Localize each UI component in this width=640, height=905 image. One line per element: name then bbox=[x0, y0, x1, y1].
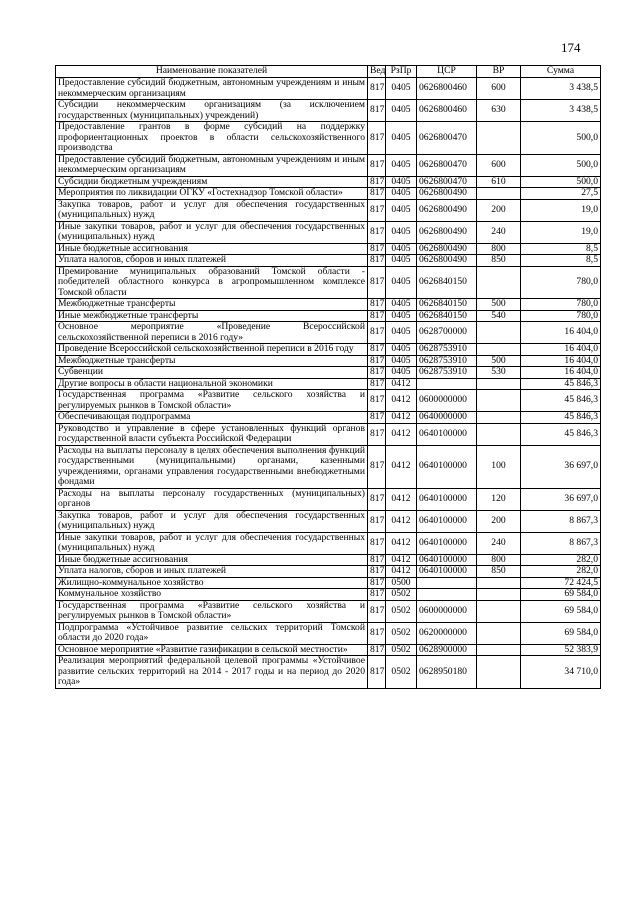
cell-sum: 19,0 bbox=[521, 221, 601, 243]
cell-csr: 0640100000 bbox=[417, 532, 477, 554]
table-row bbox=[56, 600, 601, 622]
cell-sum: 45 846,3 bbox=[521, 378, 601, 390]
cell-name: Иные межбюджетные трансферты bbox=[56, 310, 368, 322]
cell-vr bbox=[477, 188, 521, 200]
cell-ved: 817 bbox=[368, 656, 386, 689]
cell-name: Уплата налогов, сборов и иных платежей bbox=[56, 566, 368, 578]
cell-ved: 817 bbox=[368, 367, 386, 379]
cell-name: Предоставление субсидий бюджетным, автономным учреждениям и иным некоммерческим организациям bbox=[56, 78, 368, 100]
cell-name: Основное мероприятие «Проведение Всероссийской сельскохозяйственной переписи в 2016 году» bbox=[56, 322, 368, 344]
cell-rzpr: 0502 bbox=[386, 656, 417, 689]
cell-ved: 817 bbox=[368, 378, 386, 390]
cell-ved: 817 bbox=[368, 600, 386, 622]
cell-ved: 817 bbox=[368, 266, 386, 299]
cell-vr bbox=[477, 322, 521, 344]
cell-csr: 0640100000 bbox=[417, 445, 477, 488]
cell-sum: 8,5 bbox=[521, 255, 601, 267]
table-row bbox=[56, 188, 601, 200]
cell-sum: 45 846,3 bbox=[521, 412, 601, 424]
cell-name: Субсидии некоммерческим организациям (за исключением государственных (муниципальных) учреждений) bbox=[56, 100, 368, 122]
table-row bbox=[56, 577, 601, 589]
cell-name: Закупка товаров, работ и услуг для обеспечения государственных (муниципальных) нужд bbox=[56, 510, 368, 532]
cell-name: Реализация мероприятий федеральной целевой программы «Устойчивое развитие сельских территорий на 2014 - 2017 годы и на период до 2020 года» bbox=[56, 656, 368, 689]
table-row bbox=[56, 532, 601, 554]
cell-sum: 780,0 bbox=[521, 266, 601, 299]
cell-csr: 0620000000 bbox=[417, 622, 477, 644]
cell-ved: 817 bbox=[368, 176, 386, 188]
cell-name: Основное мероприятие «Развитие газификации в сельской местности» bbox=[56, 644, 368, 656]
cell-name: Уплата налогов, сборов и иных платежей bbox=[56, 255, 368, 267]
table-row bbox=[56, 445, 601, 488]
table-row bbox=[56, 176, 601, 188]
cell-rzpr: 0405 bbox=[386, 299, 417, 311]
page-number: 174 bbox=[561, 40, 581, 55]
cell-rzpr: 0405 bbox=[386, 243, 417, 255]
cell-sum: 69 584,0 bbox=[521, 622, 601, 644]
cell-rzpr: 0412 bbox=[386, 412, 417, 424]
cell-name: Обеспечивающая подпрограмма bbox=[56, 412, 368, 424]
cell-name: Расходы на выплаты персоналу государственных (муниципальных) органов bbox=[56, 488, 368, 510]
cell-csr: 0628753910 bbox=[417, 367, 477, 379]
cell-vr: 500 bbox=[477, 299, 521, 311]
cell-csr: 0628753910 bbox=[417, 355, 477, 367]
cell-vr: 240 bbox=[477, 221, 521, 243]
cell-rzpr: 0405 bbox=[386, 122, 417, 155]
cell-vr: 800 bbox=[477, 243, 521, 255]
cell-ved: 817 bbox=[368, 510, 386, 532]
cell-sum: 8 867,3 bbox=[521, 532, 601, 554]
cell-sum: 780,0 bbox=[521, 299, 601, 311]
cell-vr bbox=[477, 644, 521, 656]
cell-sum: 16 404,0 bbox=[521, 355, 601, 367]
cell-rzpr: 0405 bbox=[386, 367, 417, 379]
cell-ved: 817 bbox=[368, 445, 386, 488]
header-csr: ЦСР bbox=[417, 66, 477, 78]
cell-ved: 817 bbox=[368, 488, 386, 510]
cell-vr: 240 bbox=[477, 532, 521, 554]
cell-vr: 850 bbox=[477, 255, 521, 267]
cell-vr bbox=[477, 344, 521, 356]
cell-rzpr: 0502 bbox=[386, 589, 417, 601]
cell-ved: 817 bbox=[368, 188, 386, 200]
cell-vr bbox=[477, 266, 521, 299]
cell-rzpr: 0405 bbox=[386, 255, 417, 267]
cell-ved: 817 bbox=[368, 622, 386, 644]
cell-ved: 817 bbox=[368, 644, 386, 656]
cell-ved: 817 bbox=[368, 566, 386, 578]
header-name: Наименование показателей bbox=[56, 66, 368, 78]
cell-sum: 16 404,0 bbox=[521, 367, 601, 379]
table-row bbox=[56, 566, 601, 578]
cell-ved: 817 bbox=[368, 589, 386, 601]
table-row bbox=[56, 154, 601, 176]
cell-ved: 817 bbox=[368, 122, 386, 155]
cell-name: Государственная программа «Развитие сельского хозяйства и регулируемых рынков в Томской области» bbox=[56, 390, 368, 412]
cell-csr: 0628753910 bbox=[417, 344, 477, 356]
cell-rzpr: 0405 bbox=[386, 266, 417, 299]
cell-csr: 0626800470 bbox=[417, 176, 477, 188]
cell-vr: 500 bbox=[477, 355, 521, 367]
cell-rzpr: 0500 bbox=[386, 577, 417, 589]
table-row bbox=[56, 488, 601, 510]
cell-name: Иные закупки товаров, работ и услуг для обеспечения государственных (муниципальных) нужд bbox=[56, 532, 368, 554]
cell-csr: 0626800470 bbox=[417, 154, 477, 176]
cell-vr bbox=[477, 589, 521, 601]
cell-csr bbox=[417, 577, 477, 589]
cell-sum: 45 846,3 bbox=[521, 390, 601, 412]
cell-vr: 100 bbox=[477, 445, 521, 488]
cell-rzpr: 0405 bbox=[386, 78, 417, 100]
cell-rzpr: 0405 bbox=[386, 188, 417, 200]
cell-ved: 817 bbox=[368, 100, 386, 122]
cell-csr: 0640100000 bbox=[417, 423, 477, 445]
table-row bbox=[56, 589, 601, 601]
cell-ved: 817 bbox=[368, 199, 386, 221]
table-row bbox=[56, 100, 601, 122]
table-row bbox=[56, 423, 601, 445]
cell-name: Закупка товаров, работ и услуг для обеспечения государственных (муниципальных) нужд bbox=[56, 199, 368, 221]
cell-vr: 800 bbox=[477, 554, 521, 566]
cell-name: Межбюджетные трансферты bbox=[56, 299, 368, 311]
cell-csr: 0626840150 bbox=[417, 299, 477, 311]
cell-ved: 817 bbox=[368, 255, 386, 267]
cell-rzpr: 0412 bbox=[386, 532, 417, 554]
cell-sum: 52 383,9 bbox=[521, 644, 601, 656]
table-row bbox=[56, 412, 601, 424]
cell-ved: 817 bbox=[368, 577, 386, 589]
cell-sum: 8 867,3 bbox=[521, 510, 601, 532]
cell-vr: 850 bbox=[477, 566, 521, 578]
cell-ved: 817 bbox=[368, 154, 386, 176]
cell-vr: 530 bbox=[477, 367, 521, 379]
cell-vr bbox=[477, 656, 521, 689]
cell-name: Межбюджетные трансферты bbox=[56, 355, 368, 367]
cell-vr: 200 bbox=[477, 510, 521, 532]
cell-ved: 817 bbox=[368, 322, 386, 344]
table-row bbox=[56, 199, 601, 221]
cell-ved: 817 bbox=[368, 310, 386, 322]
cell-sum: 27,5 bbox=[521, 188, 601, 200]
cell-sum: 500,0 bbox=[521, 122, 601, 155]
cell-rzpr: 0412 bbox=[386, 445, 417, 488]
cell-vr: 200 bbox=[477, 199, 521, 221]
cell-rzpr: 0412 bbox=[386, 510, 417, 532]
cell-name: Иные бюджетные ассигнования bbox=[56, 554, 368, 566]
table-row bbox=[56, 322, 601, 344]
table-row bbox=[56, 344, 601, 356]
cell-sum: 282,0 bbox=[521, 554, 601, 566]
cell-sum: 34 710,0 bbox=[521, 656, 601, 689]
cell-rzpr: 0405 bbox=[386, 322, 417, 344]
cell-rzpr: 0502 bbox=[386, 622, 417, 644]
cell-name: Премирование муниципальных образований Томской области - победителей областного конкурса в агропромышленном комплексе Томской области bbox=[56, 266, 368, 299]
cell-csr: 0626840150 bbox=[417, 310, 477, 322]
cell-sum: 500,0 bbox=[521, 154, 601, 176]
table-header-row bbox=[56, 66, 601, 78]
cell-ved: 817 bbox=[368, 554, 386, 566]
cell-vr: 600 bbox=[477, 78, 521, 100]
table-row bbox=[56, 367, 601, 379]
table-row bbox=[56, 266, 601, 299]
cell-name: Субвенции bbox=[56, 367, 368, 379]
cell-csr: 0626800460 bbox=[417, 100, 477, 122]
cell-sum: 72 424,5 bbox=[521, 577, 601, 589]
cell-csr: 0628950180 bbox=[417, 656, 477, 689]
table-row bbox=[56, 221, 601, 243]
table-row bbox=[56, 299, 601, 311]
cell-sum: 16 404,0 bbox=[521, 344, 601, 356]
table-row bbox=[56, 510, 601, 532]
cell-ved: 817 bbox=[368, 423, 386, 445]
cell-csr: 0626840150 bbox=[417, 266, 477, 299]
cell-csr: 0626800490 bbox=[417, 255, 477, 267]
cell-ved: 817 bbox=[368, 344, 386, 356]
table-row bbox=[56, 390, 601, 412]
cell-csr: 0600000000 bbox=[417, 390, 477, 412]
cell-csr: 0640000000 bbox=[417, 412, 477, 424]
cell-sum: 282,0 bbox=[521, 566, 601, 578]
cell-rzpr: 0412 bbox=[386, 566, 417, 578]
cell-ved: 817 bbox=[368, 355, 386, 367]
cell-ved: 817 bbox=[368, 412, 386, 424]
cell-name: Мероприятия по ликвидации ОГКУ «Гостехнадзор Томской области» bbox=[56, 188, 368, 200]
cell-name: Расходы на выплаты персоналу в целях обеспечения выполнения функций государственными (муниципальными) органами, казенными учреждениями, органами управления государственными внебюджетными фондами bbox=[56, 445, 368, 488]
cell-sum: 780,0 bbox=[521, 310, 601, 322]
budget-table bbox=[55, 65, 601, 689]
cell-rzpr: 0405 bbox=[386, 176, 417, 188]
cell-vr bbox=[477, 390, 521, 412]
cell-sum: 500,0 bbox=[521, 176, 601, 188]
cell-ved: 817 bbox=[368, 299, 386, 311]
cell-rzpr: 0412 bbox=[386, 423, 417, 445]
header-ved: Вед bbox=[368, 66, 386, 78]
cell-rzpr: 0405 bbox=[386, 199, 417, 221]
cell-vr bbox=[477, 622, 521, 644]
cell-csr: 0626800490 bbox=[417, 199, 477, 221]
table-row bbox=[56, 355, 601, 367]
header-rzpr: РзПр bbox=[386, 66, 417, 78]
cell-sum: 36 697,0 bbox=[521, 488, 601, 510]
cell-name: Руководство и управление в сфере установленных функций органов государственной власти субъекта Российской Федерации bbox=[56, 423, 368, 445]
cell-name: Жилищно-коммунальное хозяйство bbox=[56, 577, 368, 589]
cell-csr: 0626800490 bbox=[417, 243, 477, 255]
cell-rzpr: 0502 bbox=[386, 644, 417, 656]
cell-ved: 817 bbox=[368, 78, 386, 100]
cell-sum: 69 584,0 bbox=[521, 600, 601, 622]
cell-name: Иные закупки товаров, работ и услуг для обеспечения государственных (муниципальных) нужд bbox=[56, 221, 368, 243]
cell-sum: 19,0 bbox=[521, 199, 601, 221]
cell-rzpr: 0412 bbox=[386, 488, 417, 510]
cell-csr: 0628700000 bbox=[417, 322, 477, 344]
cell-rzpr: 0502 bbox=[386, 600, 417, 622]
header-vr: ВР bbox=[477, 66, 521, 78]
table-row bbox=[56, 78, 601, 100]
table-body bbox=[56, 78, 601, 689]
cell-sum: 16 404,0 bbox=[521, 322, 601, 344]
cell-vr: 630 bbox=[477, 100, 521, 122]
cell-vr bbox=[477, 122, 521, 155]
cell-rzpr: 0405 bbox=[386, 355, 417, 367]
cell-csr: 0626800490 bbox=[417, 221, 477, 243]
cell-rzpr: 0405 bbox=[386, 154, 417, 176]
cell-name: Иные бюджетные ассигнования bbox=[56, 243, 368, 255]
cell-ved: 817 bbox=[368, 390, 386, 412]
cell-name: Субсидии бюджетным учреждениям bbox=[56, 176, 368, 188]
cell-csr: 0628900000 bbox=[417, 644, 477, 656]
table-row bbox=[56, 656, 601, 689]
cell-csr: 0640100000 bbox=[417, 554, 477, 566]
cell-vr bbox=[477, 412, 521, 424]
cell-rzpr: 0405 bbox=[386, 100, 417, 122]
cell-csr: 0626800460 bbox=[417, 78, 477, 100]
cell-csr bbox=[417, 589, 477, 601]
table-row bbox=[56, 122, 601, 155]
header-sum: Сумма bbox=[521, 66, 601, 78]
cell-vr: 120 bbox=[477, 488, 521, 510]
cell-csr: 0626800470 bbox=[417, 122, 477, 155]
cell-name: Предоставление грантов в форме субсидий на поддержку профориентационных проектов в области сельскохозяйственного производства bbox=[56, 122, 368, 155]
cell-csr: 0626800490 bbox=[417, 188, 477, 200]
cell-ved: 817 bbox=[368, 532, 386, 554]
cell-csr: 0640100000 bbox=[417, 510, 477, 532]
cell-vr bbox=[477, 577, 521, 589]
cell-name: Государственная программа «Развитие сельского хозяйства и регулируемых рынков в Томской области» bbox=[56, 600, 368, 622]
cell-sum: 3 438,5 bbox=[521, 100, 601, 122]
table-row bbox=[56, 378, 601, 390]
cell-csr: 0640100000 bbox=[417, 488, 477, 510]
cell-rzpr: 0412 bbox=[386, 390, 417, 412]
table-row bbox=[56, 554, 601, 566]
table-row bbox=[56, 255, 601, 267]
cell-sum: 8,5 bbox=[521, 243, 601, 255]
cell-rzpr: 0412 bbox=[386, 378, 417, 390]
cell-vr bbox=[477, 378, 521, 390]
cell-csr: 0640100000 bbox=[417, 566, 477, 578]
cell-name: Проведение Всероссийской сельскохозяйственной переписи в 2016 году bbox=[56, 344, 368, 356]
cell-csr bbox=[417, 378, 477, 390]
cell-name: Предоставление субсидий бюджетным, автономным учреждениям и иным некоммерческим организациям bbox=[56, 154, 368, 176]
table-row bbox=[56, 644, 601, 656]
table-row bbox=[56, 310, 601, 322]
cell-rzpr: 0405 bbox=[386, 221, 417, 243]
cell-sum: 69 584,0 bbox=[521, 589, 601, 601]
cell-name: Подпрограмма «Устойчивое развитие сельских территорий Томской области до 2020 года» bbox=[56, 622, 368, 644]
table-row bbox=[56, 243, 601, 255]
cell-sum: 36 697,0 bbox=[521, 445, 601, 488]
cell-name: Другие вопросы в области национальной экономики bbox=[56, 378, 368, 390]
cell-vr bbox=[477, 423, 521, 445]
cell-vr: 540 bbox=[477, 310, 521, 322]
cell-ved: 817 bbox=[368, 243, 386, 255]
cell-rzpr: 0405 bbox=[386, 310, 417, 322]
cell-rzpr: 0412 bbox=[386, 554, 417, 566]
cell-csr: 0600000000 bbox=[417, 600, 477, 622]
cell-vr: 610 bbox=[477, 176, 521, 188]
cell-vr: 600 bbox=[477, 154, 521, 176]
table-row bbox=[56, 622, 601, 644]
cell-ved: 817 bbox=[368, 221, 386, 243]
cell-sum: 3 438,5 bbox=[521, 78, 601, 100]
cell-vr bbox=[477, 600, 521, 622]
cell-rzpr: 0405 bbox=[386, 344, 417, 356]
cell-name: Коммунальное хозяйство bbox=[56, 589, 368, 601]
cell-sum: 45 846,3 bbox=[521, 423, 601, 445]
